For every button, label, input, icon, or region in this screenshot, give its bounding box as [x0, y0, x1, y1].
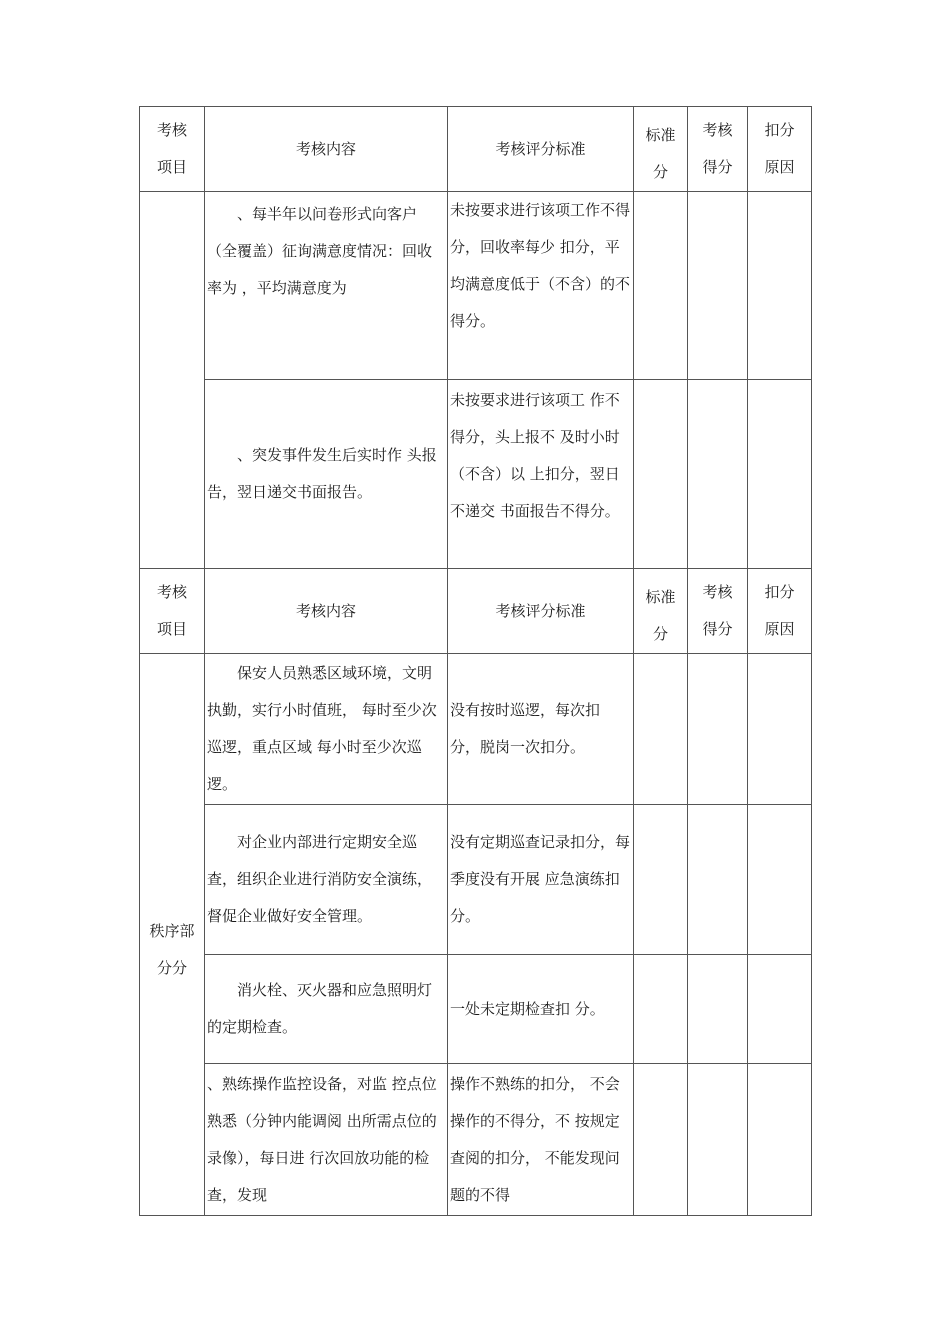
- deduction-reason-cell: [748, 805, 812, 955]
- header-assessed-score: 考核 得分: [688, 569, 748, 654]
- standard-score-cell: [634, 1064, 688, 1216]
- table-row: [140, 654, 812, 805]
- assessed-score-cell: [688, 380, 748, 569]
- assessed-score-cell: [688, 805, 748, 955]
- content-cell: 、突发事件发生后实时作 头报告，翌日递交书面报告。: [205, 380, 448, 569]
- content-cell: 、每半年以问卷形式向客户（全覆盖）征询满意度情况：回收率为 ，平均满意度为: [205, 192, 448, 380]
- header-assessed-score: 考核 得分: [688, 107, 748, 192]
- standard-score-cell: [634, 955, 688, 1064]
- header-item: 考核 项目: [140, 569, 205, 654]
- header-criteria: 考核评分标准: [448, 107, 634, 192]
- criteria-cell: 未按要求进行该项工 作不得分，头上报不 及时小时（不含）以 上扣分，翌日不递交 书面报告不得分。: [448, 380, 634, 569]
- table-row: [140, 955, 812, 1064]
- table-row: [140, 805, 812, 955]
- content-cell: 、熟练操作监控设备，对监 控点位熟悉（分钟内能调阅 出所需点位的录像），每日进 行次回放功能的检查，发现: [205, 1064, 448, 1216]
- content-cell: 保安人员熟悉区域环境，文明执勤，实行小时值班， 每时至少次巡逻，重点区域 每小时至少次巡逻。: [205, 654, 448, 805]
- item-cell-empty: [140, 192, 205, 569]
- standard-score-cell: [634, 654, 688, 805]
- content-cell: 消火栓、灭火器和应急照明灯的定期检查。: [205, 955, 448, 1064]
- table-row: [140, 380, 812, 569]
- header-deduction-reason: 扣分 原因: [748, 569, 812, 654]
- table-row: [140, 192, 812, 380]
- assessed-score-cell: [688, 654, 748, 805]
- criteria-cell: 操作不熟练的扣分， 不会操作的不得分，不 按规定查阅的扣分， 不能发现问题的不得: [448, 1064, 634, 1216]
- standard-score-cell: [634, 192, 688, 380]
- deduction-reason-cell: [748, 955, 812, 1064]
- assessed-score-cell: [688, 1064, 748, 1216]
- assessed-score-cell: [688, 192, 748, 380]
- header-standard-score: 标准 分: [634, 569, 688, 654]
- header-standard-score: 标准 分: [634, 107, 688, 192]
- standard-score-cell: [634, 805, 688, 955]
- standard-score-cell: [634, 380, 688, 569]
- deduction-reason-cell: [748, 1064, 812, 1216]
- criteria-cell: 没有按时巡逻，每次扣 分，脱岗一次扣分。: [448, 654, 634, 805]
- content-cell: 对企业内部进行定期安全巡查，组织企业进行消防安全演练，督促企业做好安全管理。: [205, 805, 448, 955]
- assessment-table: [139, 106, 812, 1216]
- header-deduction-reason: 扣分 原因: [748, 107, 812, 192]
- deduction-reason-cell: [748, 192, 812, 380]
- criteria-cell: 未按要求进行该项工作不得分，回收率每少 扣分，平均满意度低于（不含）的不得分。: [448, 192, 634, 380]
- table-row: [140, 1064, 812, 1216]
- header-row: [140, 569, 812, 654]
- header-content: 考核内容: [205, 569, 448, 654]
- criteria-cell: 没有定期巡查记录扣分，每季度没有开展 应急演练扣分。: [448, 805, 634, 955]
- deduction-reason-cell: [748, 654, 812, 805]
- header-row: [140, 107, 812, 192]
- deduction-reason-cell: [748, 380, 812, 569]
- header-criteria: 考核评分标准: [448, 569, 634, 654]
- criteria-cell: 一处未定期检查扣 分。: [448, 955, 634, 1064]
- item-cell-security: 秩序部 分分: [140, 654, 205, 1216]
- header-item: 考核 项目: [140, 107, 205, 192]
- header-content: 考核内容: [205, 107, 448, 192]
- assessed-score-cell: [688, 955, 748, 1064]
